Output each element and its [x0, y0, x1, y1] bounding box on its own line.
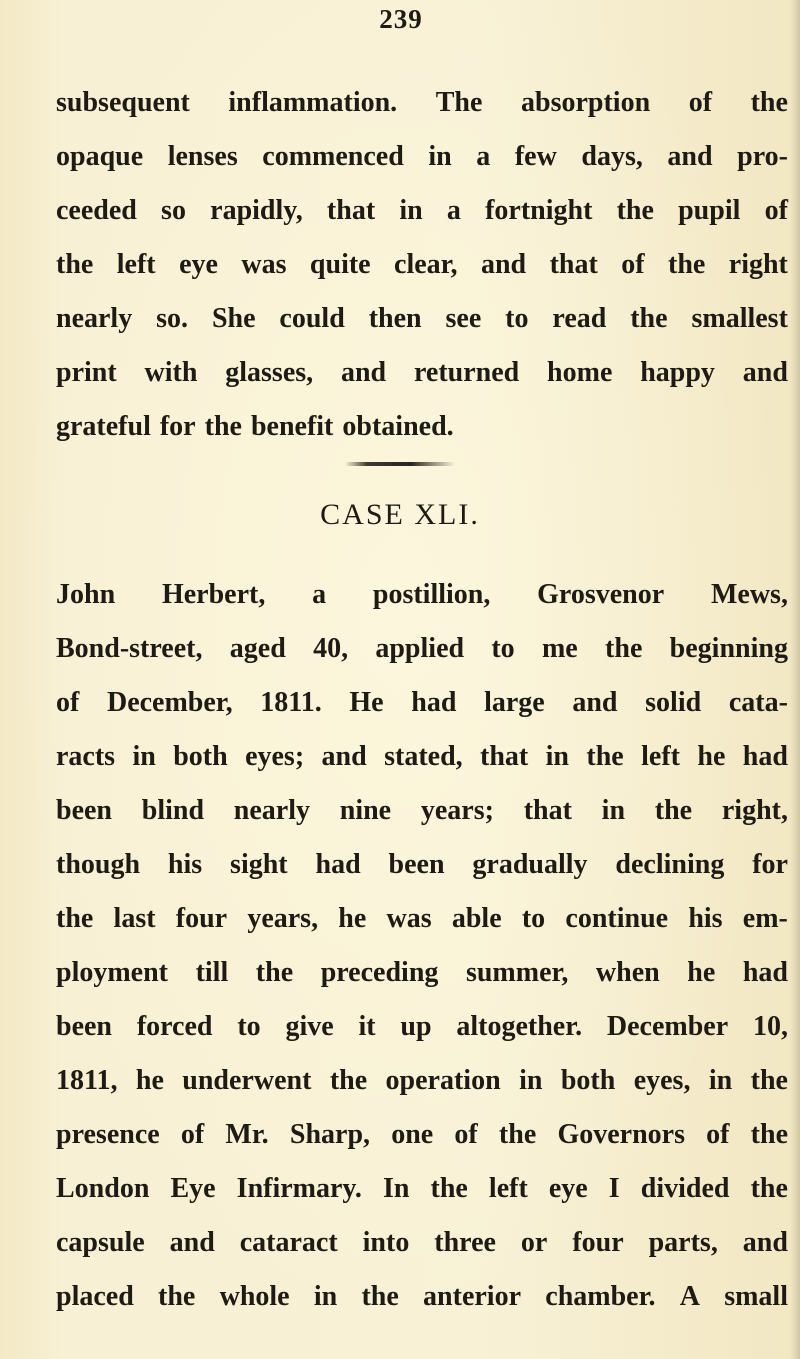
- text-line: Bond-street, aged 40, applied to me the beginning: [56, 633, 788, 664]
- text-line: the left eye was quite clear, and that of the right: [56, 249, 788, 280]
- text-line: the last four years, he was able to continue his em-: [56, 903, 788, 934]
- text-line: ceeded so rapidly, that in a fortnight the pupil of: [56, 195, 788, 226]
- text-line: 1811, he underwent the operation in both eyes, in the: [56, 1065, 788, 1096]
- text-line: placed the whole in the anterior chamber. A small: [56, 1281, 788, 1312]
- text-line: capsule and cataract into three or four parts, and: [56, 1227, 788, 1258]
- text-line: London Eye Infirmary. In the left eye I divided the: [56, 1173, 788, 1204]
- case-paragraph: [56, 568, 788, 1324]
- text-line: print with glasses, and returned home happy and: [56, 357, 788, 388]
- text-line: opaque lenses commenced in a few days, and pro-: [56, 141, 788, 172]
- text-line: of December, 1811. He had large and solid cata-: [56, 687, 788, 718]
- paragraph-continuation: [56, 76, 788, 454]
- section-divider: [345, 462, 455, 466]
- text-line: subsequent inflammation. The absorption of the: [56, 87, 788, 118]
- text-line: grateful for the benefit obtained.: [56, 411, 454, 442]
- text-line: ployment till the preceding summer, when he had: [56, 957, 788, 988]
- text-line: been forced to give it up altogether. December 10,: [56, 1011, 788, 1042]
- text-line: John Herbert, a postillion, Grosvenor Mews,: [56, 579, 788, 610]
- text-line: racts in both eyes; and stated, that in the left he had: [56, 741, 788, 772]
- page-number: 239: [379, 4, 423, 34]
- text-line: been blind nearly nine years; that in the right,: [56, 795, 788, 826]
- case-heading: CASE XLI.: [320, 498, 480, 531]
- text-line: though his sight had been gradually declining for: [56, 849, 788, 880]
- page-edge-shadow: [790, 0, 800, 1359]
- text-line: presence of Mr. Sharp, one of the Governors of the: [56, 1119, 788, 1150]
- text-line: nearly so. She could then see to read the smallest: [56, 303, 788, 334]
